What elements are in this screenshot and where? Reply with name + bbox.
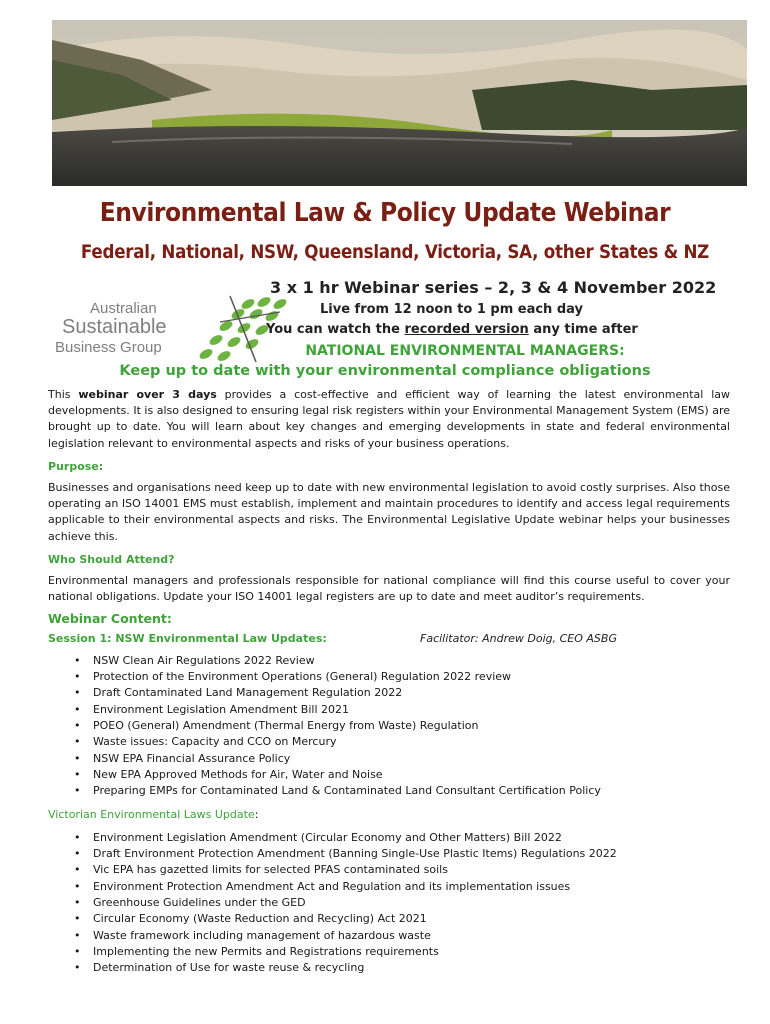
attend-heading: Who Should Attend?	[48, 552, 175, 566]
page-title: Environmental Law & Policy Update Webinar	[99, 198, 671, 228]
intro-paragraph	[48, 387, 730, 452]
list-item: • Preparing EMPs for Contaminated Land & Contaminated Land Consultant Certification Policy	[93, 783, 730, 799]
list-item: • Greenhouse Guidelines under the GED	[93, 895, 730, 911]
attend-paragraph: Environmental managers and professionals responsible for national compliance will find this course useful to cover your national obligations. Update your ISO 14001 legal registers are up to date and meet auditor’s requirements.	[48, 574, 730, 604]
list-item: • NSW Clean Air Regulations 2022 Review	[93, 653, 730, 669]
list-item: • Draft Environment Protection Amendment (Banning Single-Use Plastic Items) Regulations 2022	[93, 846, 730, 862]
page-subtitle: Federal, National, NSW, Queensland, Victoria, SA, other States & NZ	[80, 241, 710, 263]
list-item: • New EPA Approved Methods for Air, Water and Noise	[93, 767, 730, 783]
live-times: Live from 12 noon to 1 pm each day	[320, 302, 583, 317]
list-item: • Environment Legislation Amendment Bill 2021	[93, 702, 730, 718]
list-item: • Determination of Use for waste reuse & recycling	[93, 960, 730, 976]
main-content	[48, 387, 730, 976]
list-item: • Waste framework including management of hazardous waste	[93, 928, 730, 944]
session-1-row	[48, 631, 730, 647]
hero-photo	[52, 20, 747, 186]
list-item: • Protection of the Environment Operations (General) Regulation 2022 review	[93, 669, 730, 685]
recorded-note-after: any time after	[528, 322, 638, 337]
list-item: • Waste issues: Capacity and CCO on Mercury	[93, 734, 730, 750]
audience-banner: NATIONAL ENVIRONMENTAL MANAGERS:	[305, 343, 625, 359]
nsw-topic-list	[48, 653, 730, 800]
list-item: • POEO (General) Amendment (Thermal Energy from Waste) Regulation	[93, 718, 730, 734]
vic-topic-list	[48, 830, 730, 977]
list-item: • Vic EPA has gazetted limits for selected PFAS contaminated soils	[93, 862, 730, 878]
purpose-heading: Purpose:	[48, 459, 104, 473]
vic-heading-text: Victorian Environmental Laws Update	[48, 807, 255, 821]
vic-heading	[48, 807, 730, 823]
vic-heading-colon: :	[254, 807, 259, 821]
purpose-paragraph: Businesses and organisations need keep up to date with new environmental legislation to avoid costly surprises. Also those operating an ISO 14001 EMS must establish, implement and maintain procedures to identify and access legal requirements applicable to their environmental aspects and risks. The Environmental Legislative Update webinar helps your businesses achieve this.	[48, 481, 730, 543]
recorded-note-before: You can watch the	[266, 322, 405, 337]
logo-line-australian: Australian	[90, 300, 157, 317]
list-item: • Circular Economy (Waste Reduction and Recycling) Act 2021	[93, 911, 730, 927]
session-1-title: Session 1: NSW Environmental Law Updates:	[48, 631, 327, 645]
list-item: • Implementing the new Permits and Registrations requirements	[93, 944, 730, 960]
recorded-version-link[interactable]: recorded version	[404, 322, 529, 337]
webinar-content-heading: Webinar Content:	[48, 611, 172, 627]
intro-after: provides a cost-effective and efficient way of learning the latest environmental law developments. It is also designed to ensuring legal risk registers within your Environmental Management System (EMS) are brought up to date. You will learn about key changes and emerging developments in state and federal environmental legislation relevant to environmental aspects and risks of your business operations.	[48, 388, 730, 450]
list-item: • Environment Protection Amendment Act and Regulation and its implementation issues	[93, 879, 730, 895]
recorded-note	[266, 322, 638, 337]
intro-before: This	[48, 388, 79, 401]
tagline: Keep up to date with your environmental compliance obligations	[119, 363, 651, 379]
list-item: • Environment Legislation Amendment (Circular Economy and Other Matters) Bill 2022	[93, 830, 730, 846]
list-item: • Draft Contaminated Land Management Regulation 2022	[93, 685, 730, 701]
session-1-facilitator: Facilitator: Andrew Doig, CEO ASBG	[420, 631, 617, 645]
logo-line-sustainable: Sustainable	[62, 316, 167, 338]
logo-line-business-group: Business Group	[55, 339, 162, 356]
list-item: • NSW EPA Financial Assurance Policy	[93, 751, 730, 767]
intro-bold: webinar over 3 days	[78, 388, 217, 401]
webinar-series: 3 x 1 hr Webinar series – 2, 3 & 4 November 2022	[270, 278, 717, 297]
